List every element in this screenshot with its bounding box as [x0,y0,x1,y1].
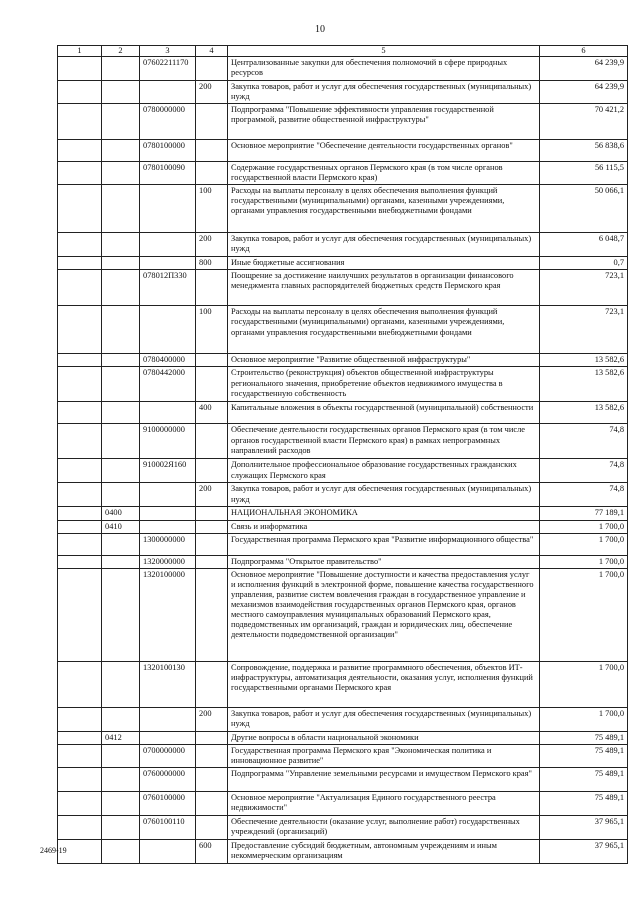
cell-target-code [140,839,196,863]
cell-expense-type [196,744,228,767]
cell-description: Предоставление субсидий бюджетным, автономным учреждениям и иным некоммерческим организациям [228,839,540,863]
cell-col-1 [58,520,102,533]
cell-amount: 50 066,1 [540,185,628,233]
cell-target-code [140,185,196,233]
cell-description: Закупка товаров, работ и услуг для обеспечения государственных (муниципальных) нужд [228,483,540,507]
cell-expense-type [196,367,228,402]
cell-section-code [102,140,140,162]
cell-description: Подпрограмма "Управление земельными ресурсами и имуществом Пермского края" [228,767,540,791]
cell-description: Основное мероприятие "Актуализация Единого государственного реестра недвижимости" [228,791,540,815]
cell-target-code [140,402,196,424]
cell-target-code [140,81,196,104]
table-row [58,459,628,483]
cell-target-code: 0780442000 [140,367,196,402]
cell-expense-type: 200 [196,483,228,507]
cell-amount: 77 189,1 [540,507,628,520]
cell-expense-type: 200 [196,233,228,257]
cell-section-code [102,233,140,257]
cell-target-code [140,520,196,533]
cell-target-code: 0760100110 [140,815,196,839]
table-row [58,257,628,270]
cell-description: Закупка товаров, работ и услуг для обеспечения государственных (муниципальных) нужд [228,81,540,104]
cell-section-code [102,815,140,839]
cell-col-1 [58,533,102,555]
cell-amount: 1 700,0 [540,533,628,555]
cell-col-1 [58,661,102,707]
cell-amount: 75 489,1 [540,791,628,815]
cell-target-code [140,507,196,520]
table-header [58,46,628,57]
table-row [58,354,628,367]
cell-target-code [140,731,196,744]
cell-col-1 [58,767,102,791]
cell-target-code [140,306,196,354]
cell-section-code: 0412 [102,731,140,744]
cell-amount: 1 700,0 [540,568,628,661]
cell-description: Государственная программа Пермского края "Экономическая политика и инновационное развитие" [228,744,540,767]
cell-amount: 70 421,2 [540,104,628,140]
table-row [58,402,628,424]
cell-section-code [102,839,140,863]
cell-col-1 [58,233,102,257]
cell-target-code: 078012П330 [140,270,196,306]
cell-description: Содержание государственных органов Пермского края (в том числе органов государственной власти Пермского края) [228,162,540,185]
cell-col-1 [58,731,102,744]
cell-description: Обеспечение деятельности (оказание услуг, выполнение работ) государственных учреждений (организаций) [228,815,540,839]
table-row [58,707,628,731]
cell-description: Поощрение за достижение наилучших результатов в организации финансового менеджмента главных распорядителей бюджетных средств Пермского края [228,270,540,306]
cell-expense-type: 200 [196,707,228,731]
table-row [58,533,628,555]
cell-section-code [102,57,140,81]
cell-col-1 [58,424,102,459]
cell-amount: 1 700,0 [540,520,628,533]
cell-expense-type: 100 [196,306,228,354]
cell-amount: 13 582,6 [540,367,628,402]
page-number: 10 [315,24,325,35]
cell-col-1 [58,162,102,185]
cell-section-code [102,257,140,270]
cell-amount: 75 489,1 [540,767,628,791]
cell-section-code [102,744,140,767]
cell-amount: 64 239,9 [540,81,628,104]
cell-description: Другие вопросы в области национальной экономики [228,731,540,744]
cell-col-1 [58,367,102,402]
table-row [58,81,628,104]
cell-description: Основное мероприятие "Обеспечение деятельности государственных органов" [228,140,540,162]
table-row [58,367,628,402]
table-row [58,767,628,791]
cell-col-1 [58,185,102,233]
cell-amount: 74,8 [540,483,628,507]
table-row [58,57,628,81]
cell-target-code: 0780000000 [140,104,196,140]
cell-expense-type [196,568,228,661]
cell-section-code [102,367,140,402]
cell-section-code [102,185,140,233]
cell-expense-type [196,140,228,162]
table-body [58,57,628,864]
cell-amount: 1 700,0 [540,555,628,568]
document-code: 2469-19 [40,846,67,855]
cell-description: Подпрограмма "Открытое правительство" [228,555,540,568]
cell-expense-type [196,104,228,140]
cell-amount: 723,1 [540,306,628,354]
cell-section-code [102,707,140,731]
cell-description: Закупка товаров, работ и услуг для обеспечения государственных (муниципальных) нужд [228,233,540,257]
cell-amount: 75 489,1 [540,731,628,744]
cell-description: Расходы на выплаты персоналу в целях обеспечения выполнения функций государственными (муниципальными) органами, казенными учреждениями, органами управления государственными внебюджетными фондами [228,306,540,354]
cell-description: Закупка товаров, работ и услуг для обеспечения государственных (муниципальных) нужд [228,707,540,731]
header-col-1: 1 [58,46,102,57]
cell-col-1 [58,354,102,367]
table-row [58,104,628,140]
header-row [58,46,628,57]
cell-col-1 [58,459,102,483]
cell-section-code [102,791,140,815]
cell-col-1 [58,104,102,140]
header-col-2: 2 [102,46,140,57]
cell-expense-type [196,162,228,185]
cell-section-code [102,568,140,661]
cell-col-1 [58,257,102,270]
cell-description: Расходы на выплаты персоналу в целях обеспечения выполнения функций государственными (муниципальными) органами, казенными учреждениями, органами управления государственными внебюджетными фондами [228,185,540,233]
table-row [58,568,628,661]
cell-col-1 [58,568,102,661]
cell-expense-type [196,354,228,367]
cell-description: Обеспечение деятельности государственных органов Пермского края (в том числе органов государственной власти Пермского края) в рамках непрограммных направлений расходов [228,424,540,459]
table-row [58,661,628,707]
cell-section-code [102,767,140,791]
cell-amount: 6 048,7 [540,233,628,257]
cell-col-1 [58,815,102,839]
cell-expense-type [196,815,228,839]
cell-section-code [102,306,140,354]
cell-col-1 [58,81,102,104]
table-row [58,162,628,185]
cell-expense-type [196,520,228,533]
cell-description: Иные бюджетные ассигнования [228,257,540,270]
cell-col-1 [58,555,102,568]
cell-col-1 [58,707,102,731]
cell-description: Централизованные закупки для обеспечения полномочий в сфере природных ресурсов [228,57,540,81]
cell-target-code: 1320000000 [140,555,196,568]
cell-expense-type [196,424,228,459]
table-row [58,140,628,162]
cell-section-code [102,270,140,306]
header-col-4: 4 [196,46,228,57]
cell-expense-type [196,507,228,520]
cell-expense-type [196,731,228,744]
cell-description: Основное мероприятие "Развитие общественной инфраструктуры" [228,354,540,367]
table-row [58,306,628,354]
cell-expense-type [196,459,228,483]
cell-description: Основное мероприятие "Повышение доступности и качества предоставления услуг и исполнения функций в электронной форме, повышение качества государственного управления, развитие систем вовлечения граждан в государственное управление и механизмов взаимодействия государственных органов Пермского края, органов местного самоуправления муниципальных образований Пермского края, подведомственных им организаций, граждан и юридических лиц, обеспечение деятельности подведомственной организации" [228,568,540,661]
table-row [58,270,628,306]
cell-amount: 37 965,1 [540,839,628,863]
cell-section-code [102,459,140,483]
cell-target-code [140,257,196,270]
cell-amount: 13 582,6 [540,354,628,367]
cell-amount: 56 838,6 [540,140,628,162]
cell-description: Строительство (реконструкция) объектов общественной инфраструктуры регионального значения, приобретение объектов недвижимого имущества в государственную собственность [228,367,540,402]
cell-amount: 64 239,9 [540,57,628,81]
cell-section-code [102,162,140,185]
cell-expense-type [196,533,228,555]
cell-target-code: 0780100000 [140,140,196,162]
cell-target-code: 1300000000 [140,533,196,555]
cell-description: Сопровождение, поддержка и развитие программного обеспечения, объектов ИТ-инфраструктуры, автоматизация деятельности, оказания услуг, исполнения функций государственными органами Пермского края [228,661,540,707]
cell-description: Капитальные вложения в объекты государственной (муниципальной) собственности [228,402,540,424]
cell-section-code [102,424,140,459]
table-row [58,507,628,520]
table-row [58,839,628,863]
cell-section-code: 0410 [102,520,140,533]
cell-col-1 [58,402,102,424]
header-col-5: 5 [228,46,540,57]
cell-expense-type [196,661,228,707]
cell-amount: 1 700,0 [540,707,628,731]
cell-amount: 37 965,1 [540,815,628,839]
cell-section-code [102,483,140,507]
cell-target-code [140,483,196,507]
cell-amount: 0,7 [540,257,628,270]
cell-expense-type [196,791,228,815]
cell-section-code [102,661,140,707]
cell-target-code: 1320100130 [140,661,196,707]
table-row [58,424,628,459]
cell-amount: 1 700,0 [540,661,628,707]
table-row [58,791,628,815]
cell-target-code: 0760100000 [140,791,196,815]
cell-target-code: 0780400000 [140,354,196,367]
table-row [58,233,628,257]
cell-target-code: 0780100090 [140,162,196,185]
cell-expense-type: 400 [196,402,228,424]
cell-description: Дополнительное профессиональное образование государственных гражданских служащих Пермского края [228,459,540,483]
cell-target-code [140,233,196,257]
cell-col-1 [58,306,102,354]
cell-target-code: 1320100000 [140,568,196,661]
cell-col-1 [58,140,102,162]
cell-expense-type: 800 [196,257,228,270]
table-row [58,185,628,233]
cell-col-1 [58,270,102,306]
cell-col-1 [58,483,102,507]
cell-section-code [102,402,140,424]
cell-col-1 [58,744,102,767]
table-row [58,744,628,767]
table-row [58,555,628,568]
cell-section-code [102,104,140,140]
cell-section-code [102,555,140,568]
cell-col-1 [58,57,102,81]
cell-description: Государственная программа Пермского края "Развитие информационного общества" [228,533,540,555]
table-row [58,731,628,744]
header-col-6: 6 [540,46,628,57]
cell-col-1 [58,507,102,520]
header-col-3: 3 [140,46,196,57]
cell-target-code [140,707,196,731]
cell-target-code: 910002Я160 [140,459,196,483]
table-row [58,815,628,839]
cell-amount: 75 489,1 [540,744,628,767]
cell-target-code: 0700000000 [140,744,196,767]
cell-section-code [102,533,140,555]
cell-section-code: 0400 [102,507,140,520]
cell-target-code: 07602211170 [140,57,196,81]
cell-amount: 13 582,6 [540,402,628,424]
cell-amount: 56 115,5 [540,162,628,185]
cell-section-code [102,81,140,104]
table-row [58,520,628,533]
cell-expense-type: 200 [196,81,228,104]
cell-target-code: 0760000000 [140,767,196,791]
cell-description: Подпрограмма "Повышение эффективности управления государственной программой, развитие общественной инфраструктуры" [228,104,540,140]
cell-amount: 74,8 [540,459,628,483]
cell-expense-type [196,57,228,81]
cell-amount: 74,8 [540,424,628,459]
cell-expense-type [196,767,228,791]
cell-expense-type: 600 [196,839,228,863]
cell-col-1 [58,791,102,815]
cell-target-code: 9100000000 [140,424,196,459]
table-row [58,483,628,507]
cell-description: НАЦИОНАЛЬНАЯ ЭКОНОМИКА [228,507,540,520]
budget-table [57,45,628,864]
cell-amount: 723,1 [540,270,628,306]
cell-expense-type: 100 [196,185,228,233]
cell-section-code [102,354,140,367]
cell-expense-type [196,270,228,306]
cell-expense-type [196,555,228,568]
cell-description: Связь и информатика [228,520,540,533]
